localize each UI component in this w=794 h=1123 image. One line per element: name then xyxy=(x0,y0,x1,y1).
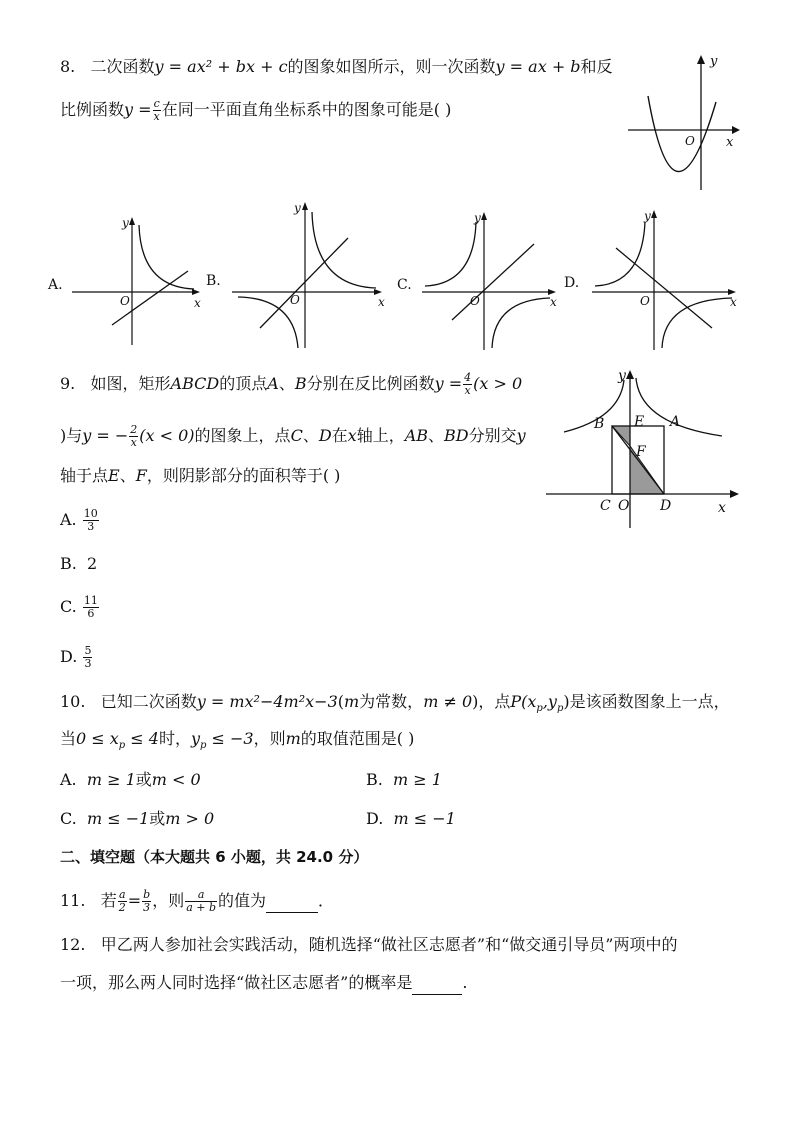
q9-line3: 轴于点E、F，则阴影部分的面积等于( ) xyxy=(60,466,341,485)
q9-option-c: C. $\frac{11}{6}$ xyxy=(60,594,98,620)
q8-number: 8. xyxy=(60,57,76,76)
q10-option-c: C. m ≤ −1或m > 0 xyxy=(60,809,215,828)
q11-fraction-1: $\frac{a}{2}$ xyxy=(118,888,126,914)
svg-text:O: O xyxy=(120,294,130,308)
svg-text:y: y xyxy=(294,201,301,215)
svg-text:O: O xyxy=(640,294,650,308)
q8-option-a-label: A. xyxy=(48,277,63,293)
q8-text: 二次函数 xyxy=(90,57,155,76)
q8-option-c-label: C. xyxy=(397,277,412,293)
q9-line1: 9. 如图，矩形ABCD的顶点A、B分别在反比例函数y = $\frac{4}{x}$ (x > 0 xyxy=(60,371,523,397)
svg-text:C: C xyxy=(600,498,611,514)
q9-option-d: D. $\frac{5}{3}$ xyxy=(60,644,92,670)
svg-text:x: x xyxy=(550,295,557,309)
q8-quadratic-eq: y = ax² + bx + c xyxy=(154,57,288,76)
q10-option-d: D. m ≤ −1 xyxy=(366,809,456,828)
q8-parabola-figure xyxy=(628,52,738,192)
q8-option-d-graph xyxy=(592,208,742,350)
svg-text:y: y xyxy=(644,209,651,223)
svg-text:O: O xyxy=(470,294,480,308)
q11-fraction-3: $\frac{a}{a + b}$ xyxy=(186,888,217,914)
q8-text: 的图象如图所示，则一次函数 xyxy=(287,57,496,76)
q9-option-b: B. 2 xyxy=(60,554,98,573)
q11-number: 11. xyxy=(60,891,86,910)
q10-line1: 10. 已知二次函数y = mx²−4m²x−3(m为常数，m ≠ 0)，点$P(x_p,y_p)$是该函数图象上一点， xyxy=(60,692,730,715)
svg-text:O: O xyxy=(618,498,630,514)
svg-text:E: E xyxy=(634,414,645,430)
svg-text:A: A xyxy=(670,414,681,430)
svg-text:y: y xyxy=(618,368,626,384)
q8-option-b-label: B. xyxy=(206,273,221,289)
svg-text:x: x xyxy=(730,295,737,309)
q8-text: 和反 xyxy=(580,57,613,76)
q8-text: 在同一平面直角坐标系中的图象可能是( ) xyxy=(161,100,452,119)
q8-text: 比例函数 xyxy=(60,100,125,119)
q12-line2: 一项，那么两人同时选择“做社区志愿者”的概率是 . xyxy=(60,972,467,995)
q9-option-a: A. $\frac{10}{3}$ xyxy=(60,507,98,533)
svg-text:D: D xyxy=(660,498,672,514)
q11-answer-blank[interactable] xyxy=(266,890,318,913)
q8-option-b-graph xyxy=(232,200,387,350)
q8-option-c-graph xyxy=(422,210,562,350)
q8-fraction: $\frac{c}{x}$ xyxy=(153,97,160,123)
q12-line1: 12. 甲乙两人参加社会实践活动，随机选择“做社区志愿者”和“做交通引导员”两项中的 xyxy=(60,935,678,954)
q8-fig-y-label: y xyxy=(710,54,718,69)
svg-text:x: x xyxy=(718,500,726,516)
q12-number: 12. xyxy=(60,935,86,954)
svg-text:x: x xyxy=(194,296,201,310)
svg-text:B: B xyxy=(594,416,605,432)
q9-option-d-fraction: $\frac{5}{3}$ xyxy=(84,644,92,670)
q9-fraction-1: $\frac{4}{x}$ xyxy=(464,371,472,397)
q10-number: 10. xyxy=(60,692,86,711)
q11-line: 11. 若 $\frac{a}{2}$ = $\frac{b}{3}$ ，则 $\frac{a}{a + b}$ 的值为 ． xyxy=(60,888,335,914)
svg-text:O: O xyxy=(290,293,300,307)
q8-line1 xyxy=(60,56,613,78)
q12-answer-blank[interactable] xyxy=(412,972,462,995)
q8-option-a-graph xyxy=(72,215,207,350)
q8-line2 xyxy=(60,98,451,123)
q9-rectangle-figure xyxy=(546,366,746,526)
section-heading: 二、填空题（本大题共 6 小题，共 24.0 分） xyxy=(60,848,369,866)
svg-text:F: F xyxy=(636,444,646,460)
q8-fig-origin: O xyxy=(685,134,695,148)
svg-text:y: y xyxy=(122,216,129,230)
q9-line2: )与y = − $\frac{2}{x}$ (x < 0)的图象上，点C、D在x轴上，AB、BD分别交y xyxy=(60,423,526,449)
q8-y-eq: y = xyxy=(124,100,152,119)
q9-option-a-fraction: $\frac{10}{3}$ xyxy=(83,507,98,533)
svg-text:x: x xyxy=(378,295,385,309)
q8-linear-eq: y = ax + b xyxy=(495,57,581,76)
q8-fig-x-label: x xyxy=(726,135,734,150)
q10-option-b: B. m ≥ 1 xyxy=(366,770,442,789)
q9-number: 9. xyxy=(60,374,76,393)
q10-line2: 当$0 \le x_p \le 4$时，$y_p \le -3$，则m的取值范围是( ) xyxy=(60,729,415,752)
q11-fraction-2: $\frac{b}{3}$ xyxy=(143,888,151,914)
q9-option-c-fraction: $\frac{11}{6}$ xyxy=(83,594,98,620)
q9-fraction-2: $\frac{2}{x}$ xyxy=(130,423,138,449)
svg-text:y: y xyxy=(474,211,481,225)
q10-option-a: A. m ≥ 1或m < 0 xyxy=(60,770,201,789)
q8-option-d-label: D. xyxy=(564,275,580,291)
